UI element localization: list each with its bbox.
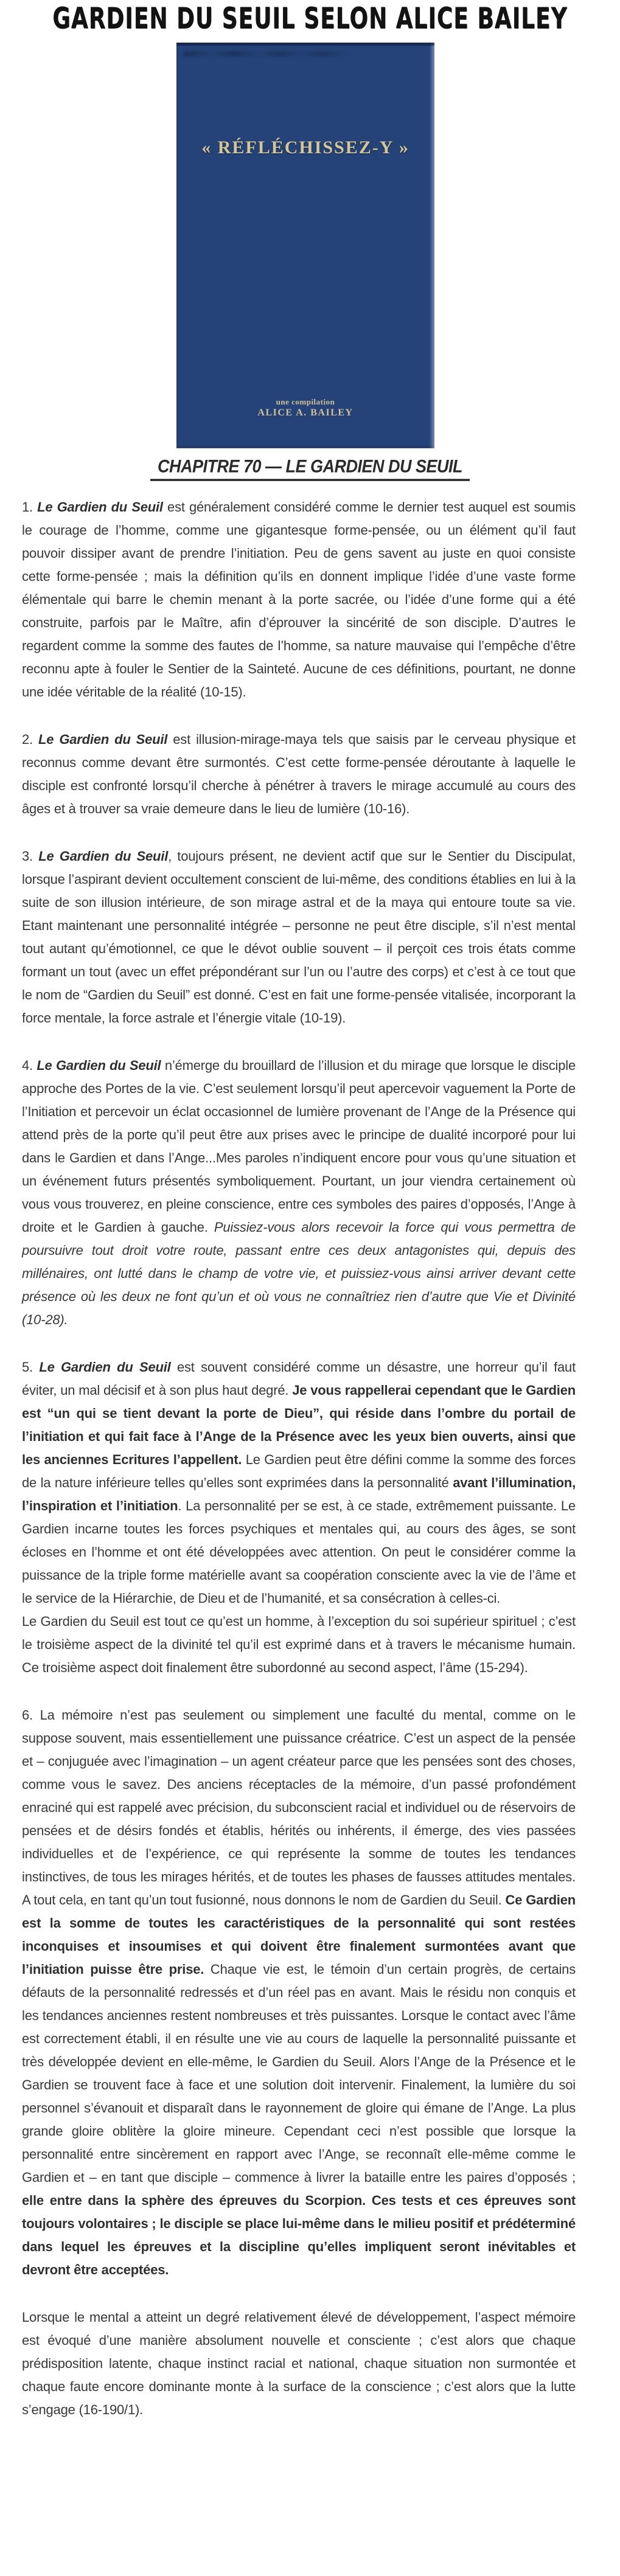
text-run: Le Gardien du Seuil — [37, 1058, 161, 1073]
paragraph — [22, 1054, 576, 1331]
cover-title: « RÉFLÉCHISSEZ-Y » — [201, 137, 409, 158]
cover-credit-compilation: une compilation — [276, 397, 335, 406]
text-run: . La personnalité per se est, à ce stade, extrêmement puissante. Le Gardien incarne toutes les forces psychiques et mentales qui, au cours des âges, se sont écloses en l’homme et ont été développées avec attention. On peut le considérer comme la puissance de la triple forme matérielle avant sa coopération consciente avec la vie de l’âme et le service de la Hiérarchie, de Dieu et de l’humanité, et sa consécration à celles-ci. — [22, 1498, 576, 1606]
text-run: Puissiez-vous alors recevoir la force qui vous permettra de poursuivre tout droit votre route, passant entre ces deux antagonistes qui, depuis des millénaires, ont lutté dans le champ de votre vie, et puissiez-vous ainsi arriver devant cette présence où les deux ne font qu’un et où vous ne connaîtriez rien d’autre que Vie et Divinité (10-28). — [22, 1220, 576, 1327]
chapter-heading — [0, 456, 620, 479]
text-run: est souvent considéré comme un désastre, une horreur qu’il faut éviter, un mal décisif et à son plus haut degré. — [22, 1359, 576, 1398]
text-run: 4. — [22, 1058, 37, 1073]
text-run: n’émerge du brouillard de l’illusion et du mirage que lorsque le disciple approche des Portes de la vie. C’est seulement lorsqu’il peut apercevoir vaguement la Porte de l’Initiation et percevoir un éclat occasionnel de lumière provenant de l’Ange de la Présence qui attend près de la porte qu’il peut être aux prises avec le principe de dualité incorporé pour lui dans le Gardien et dans l’Ange...Mes paroles n’indiquent encore pour vous qu’une situation et un événement futurs présentés symboliquement. Pourtant, un jour viendra certainement où vous vous trouverez, en pleine conscience, entre ces symboles des paires d’opposés, l’Ange à droite et le Gardien à gauche. — [22, 1058, 576, 1235]
paragraph — [22, 496, 576, 704]
paragraph — [22, 1356, 576, 1679]
text-run: 6. La mémoire n’est pas seulement ou simplement une faculté du mental, comme on le suppose souvent, mais essentiellement une puissance créatrice. C’est un aspect de la pensée et – conjuguée avec l’imagination – un agent créateur parce que les pensées sont des choses, comme vous le savez. Des anciens réceptacles de la mémoire, d’un passé profondément enraciné qui est rappelé avec précision, du subconscient racial et individuel ou de réservoirs de pensées et de désirs fondés et établis, hérités ou inhérents, il émerge, des vies passées individuelles et de l’expérience, ce qui représente la somme de toutes les tendances instinctives, de tous les mirages hérités, et de toutes les phases de fausses attitudes mentales. A tout cela, en tant qu’un tout fusionné, nous donnons le nom de Gardien du Seuil. — [22, 1707, 576, 1908]
page-title-text: GARDIEN DU SEUIL SELON ALICE BAILEY — [52, 2, 568, 36]
article-body — [0, 496, 620, 2426]
paragraph — [22, 845, 576, 1030]
text-run: avant l’illumination, l’inspiration et l’initiation — [22, 1475, 576, 1513]
text-run: Le Gardien du Seuil — [38, 849, 169, 864]
text-run: Le Gardien du Seuil — [39, 1359, 171, 1375]
text-run: Je vous rappellerai cependant que le Gardien est “un qui se tient devant la porte de Dieu”, qui réside dans l’ombre du portail de l’initiation et qui fait face à l’Ange de la Présence avec les yeux bien ouverts, ainsi que les anciennes Ecritures l’appellent. — [22, 1383, 576, 1467]
text-run: 1. — [22, 499, 38, 515]
text-run: Chaque vie est, le témoin d’un certain progrès, de certains défauts de la personnalité redressés et d’un réel pas en avant. Mais le résidu non conquis et les tendances anciennes restent nombreuses et très puissantes. Lorsque le contact avec l’âme est correctement établi, il en résulte une vie au cours de laquelle la personnalité puissante et très développée devient en elle-même, le Gardien du Seuil. Alors l’Ange de la Présence et le Gardien se trouvent face à face et une solution doit intervenir. Finalement, la lumière du soi personnel s’évanouit et disparaît dans le rayonnement de gloire qui émane de l’Ange. La plus grande gloire oblitère la gloire mineure. Cependant ceci n’est possible que lorsque la personnalité entre sincèrement en rapport avec l’Ange, se reconnaît elle-même comme le Gardien et – en tant que disciple – commence à livrer la bataille entre les paires d’opposés ; — [22, 1962, 576, 2185]
text-run: Le Gardien du Seuil — [37, 499, 163, 515]
chapter-heading-text: CHAPITRE 70 — LE GARDIEN DU SEUIL — [150, 456, 470, 481]
paragraph — [22, 728, 576, 821]
text-run: est généralement considéré comme le dernier test auquel est soumis le courage de l’homme, comme une gigantesque forme-pensée, ou un élément qu’il faut pouvoir dissiper avant de prendre l’initiation. Peu de gens savent au juste en quoi consiste cette forme-pensée ; mais la définition qu’ils en donnent implique l’idée d’une vaste forme élémentale qui barre le chemin menant à la porte sacrée, ou l’idée d’une forme qui a été construite, parfois par le Maître, afin d’éprouver la sincérité de son disciple. D’autres le regardent comme la somme des fautes de l’homme, sa nature mauvaise qui l’empêche d’être reconnu apte à fouler le Sentier de la Sainteté. Aucune de ces définitions, pourtant, ne donne une idée véritable de la réalité (10-15). — [22, 499, 576, 700]
text-run: Lorsque le mental a atteint un degré relativement élevé de développement, l’aspect mémoire est évoqué d’une manière absolument nouvelle et consciente ; c’est alors que chaque prédisposition latente, chaque instinct racial et national, chaque situation non surmontée et chaque faute encore dominante monte à la surface de la conscience ; c’est alors que la lutte s’engage (16-190/1). — [22, 2310, 576, 2417]
cover-credit — [176, 397, 434, 419]
text-run: Le Gardien peut être défini comme la somme des forces de la nature inférieure telles qu’elles sont exprimées dans la personnalité — [22, 1452, 576, 1490]
text-run: 3. — [22, 849, 39, 864]
text-run: 2. — [22, 732, 38, 747]
text-run: 5. — [22, 1359, 40, 1375]
cover-faint-text-smudge — [184, 51, 348, 57]
cover-credit-author: ALICE A. BAILEY — [257, 408, 354, 418]
text-run: Ce Gardien est la somme de toutes les caractéristiques de la personnalité qui sont restées inconquises et insoumises et qui doivent être finalement surmontées avant que l’initiation puisse être prise. — [22, 1892, 576, 1977]
text-run: elle entre dans la sphère des épreuves du Scorpion. Ces tests et ces épreuves sont toujours volontaires ; le disciple se place lui-même dans le milieu positif et prédéterminé dans lequel les épreuves et la discipline qu’elles impliquent seront inévitables et devront être acceptées. — [22, 2193, 576, 2277]
text-run: Le Gardien du Seuil — [38, 732, 168, 747]
text-run: est illusion-mirage-maya tels que saisis par le cerveau physique et reconnus comme devant être surmontés. C’est cette forme-pensée déroutante à laquelle le disciple est confronté lorsqu’il cherche à pénétrer à travers le mirage accumulé au cours des âges et à trouver sa vraie demeure dans le lieu de lumière (10-16). — [22, 732, 576, 816]
paragraph — [22, 2306, 576, 2422]
text-run: Le Gardien du Seuil est tout ce qu’est un homme, à l’exception du soi supérieur spirituel ; c’est le troisième aspect de la divinité tel qu’il est exprimé dans et à travers le mécanisme humain. Ce troisième aspect doit finalement être subordonné au second aspect, l’âme (15-294). — [22, 1614, 576, 1675]
book-cover — [176, 43, 434, 448]
text-run: , toujours présent, ne devient actif que sur le Sentier du Discipulat, lorsque l’aspirant devient occultement conscient de lui-même, des conditions établies en lui à la suite de son illusion intérieure, de son mirage astral et de la maya qui entoure toute sa vie. Etant maintenant une personnalité intégrée – personne ne peut être disciple, s’il n’est mental tout autant qu’émotionnel, ce que le dévot oublie souvent – il perçoit ces trois états comme formant un tout (avec un effet prépondérant sur l’un ou l’autre des corps) et c’est à ce tout que le nom de “Gardien du Seuil” est donné. C’est en fait une forme-pensée vitalisée, incorporant la force mentale, la force astrale et l’énergie vitale (10-19). — [22, 849, 576, 1026]
page-title — [0, 2, 620, 36]
paragraph — [22, 1704, 576, 2282]
